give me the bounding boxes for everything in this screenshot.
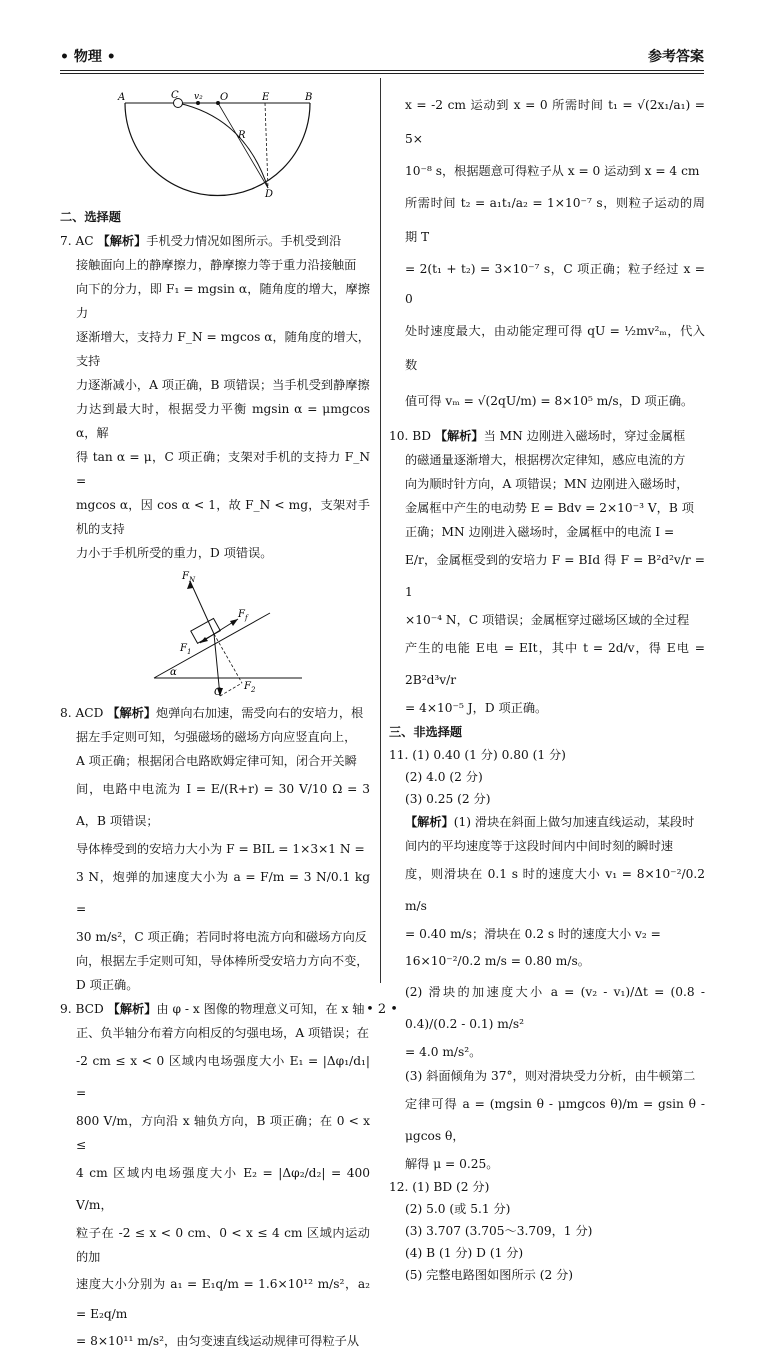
- header-rule: [60, 70, 704, 71]
- q11-analysis-line: (3) 斜面倾角为 37°，则对滑块受力分析，由牛顿第二: [405, 1069, 696, 1083]
- q7-line: mgcos α，因 cos α < 1，故 F_N < mg，支架对手机的支持: [76, 498, 370, 536]
- q8-line: 30 m/s²，C 项正确；若同时将电流方向和磁场方向反: [76, 930, 367, 944]
- q11-answer: (3) 0.25 (2 分): [405, 792, 491, 806]
- label-O: O: [220, 92, 229, 103]
- q12-answer: 12. (1) BD (2 分): [389, 1180, 490, 1194]
- q10-line: 产生的电能 E电 = EIt，其中 t = 2d/v，得 E电 = 2B²d³v/r: [405, 641, 705, 687]
- q11-answer: (2) 4.0 (2 分): [405, 770, 483, 784]
- q8-line: D 项正确。: [76, 978, 139, 992]
- q7-line: 接触面向上的静摩擦力，静摩擦力等于重力沿接触面: [76, 258, 357, 272]
- q9-cont-line: 10⁻⁸ s，根据题意可得粒子从 x = 0 运动到 x = 4 cm: [405, 164, 700, 178]
- q12-answer: (4) B (1 分) D (1 分): [405, 1246, 524, 1260]
- q7-line: 逐渐增大，支持力 F_N = mgcos α，随角度的增大，支持: [76, 330, 370, 368]
- q11-analysis-line: (2) 滑块的加速度大小 a = (v₂ - v₁)/Δt = (0.8 - 0.4)/(0.2 - 0.1) m/s²: [405, 985, 705, 1031]
- q9-cont-line: = 2(t₁ + t₂) = 3×10⁻⁷ s，C 项正确；粒子经过 x = 0: [405, 262, 705, 306]
- q11-analysis-line: 度，则滑块在 0.1 s 时的速度大小 v₁ = 8×10⁻²/0.2 m/s: [405, 867, 705, 913]
- q10-tag: 【解析】: [434, 429, 484, 443]
- q8-line: 据左手定则可知，匀强磁场的磁场方向应竖直向上，: [76, 730, 357, 744]
- left-column: [60, 205, 370, 1353]
- q9-line: = 8×10¹¹ m/s²，由匀变速直线运动规律可得粒子从: [76, 1334, 360, 1348]
- q12-answer: (5) 完整电路图如图所示 (2 分): [405, 1268, 574, 1282]
- q9-cont-line: 值可得 vₘ = √(2qU/m) = 8×10⁵ m/s，D 项正确。: [405, 394, 694, 408]
- q9-line: 正、负半轴分布着方向相反的匀强电场，A 项错误；在: [76, 1026, 369, 1040]
- q9-line: 800 V/m，方向沿 x 轴负方向，B 项正确；在 0 < x ≤: [76, 1114, 370, 1152]
- q9-tag: 【解析】: [107, 1002, 157, 1016]
- q11-analysis-line: 定律可得 a = (mgsin θ - μmgcos θ)/m = gsin θ - μgcos θ，: [405, 1097, 705, 1143]
- q7-line: 向下的分力，即 F₁ = mgsin α，随角度的增大，摩擦力: [76, 282, 370, 320]
- q8-number: 8. ACD: [60, 706, 104, 720]
- label-G: G: [214, 687, 222, 698]
- q11-tag: 【解析】: [405, 815, 454, 829]
- q9-line: 粒子在 -2 ≤ x < 0 cm、0 < x ≤ 4 cm 区域内运动的加: [76, 1226, 370, 1264]
- q7-line: 力逐渐减小，A 项正确，B 项错误；当手机受到静摩擦: [76, 378, 370, 392]
- q10-line: 金属框中产生的电动势 E = Bdv = 2×10⁻³ V，B 项: [405, 501, 694, 515]
- label-A: A: [118, 92, 126, 103]
- q8-line: 向，根据左手定则可知，导体棒所受安培力方向不变，: [76, 954, 369, 968]
- label-FN: $F_N$: [182, 571, 196, 584]
- q10-line-0: [389, 424, 705, 448]
- q12-answer: (2) 5.0 (或 5.1 分): [405, 1202, 511, 1216]
- q8-tag: 【解析】: [107, 706, 157, 720]
- q7-tag: 【解析】: [97, 234, 147, 248]
- q10-text: 当 MN 边刚进入磁场时，穿过金属框: [483, 429, 686, 443]
- q11-analysis-line: = 0.40 m/s；滑块在 0.2 s 时的速度大小 v₂ =: [405, 927, 661, 941]
- q9-cont-line: 处时速度最大，由动能定理可得 qU = ½mv²ₘ，代入数: [405, 324, 705, 372]
- header-rule-thin: [60, 73, 704, 74]
- q10-line: ×10⁻⁴ N，C 项错误；金属框穿过磁场区域的全过程: [405, 613, 690, 627]
- q10-line: 向为顺时针方向，A 项错误；MN 边刚进入磁场时，: [405, 477, 689, 491]
- q7-line-0: [60, 229, 370, 253]
- q10-line: 正确；MN 边刚进入磁场时，金属框中的电流 I =: [405, 525, 675, 539]
- q9-text: 由 φ - x 图像的物理意义可知，在 x 轴: [156, 1002, 365, 1016]
- semicircle-figure: [110, 88, 325, 200]
- q9-number: 9. BCD: [60, 1002, 104, 1016]
- q7-text: 手机受力情况如图所示。手机受到沿: [146, 234, 342, 248]
- q8-line: A 项正确；根据闭合电路欧姆定律可知，闭合开关瞬: [76, 754, 357, 768]
- label-v2: v₂: [194, 92, 203, 102]
- q10-line: E/r，金属框受到的安培力 F = BId 得 F = B²d²v/r = 1: [405, 553, 705, 599]
- label-F2: $F_2$: [244, 681, 256, 694]
- q10-line: 的磁通量逐渐增大，根据楞次定律知，感应电流的方: [405, 453, 686, 467]
- section-2-heading: 二、选择题: [60, 210, 121, 224]
- q7-number: 7. AC: [60, 234, 94, 248]
- q12-answer: (3) 3.707 (3.705～3.709，1 分): [405, 1224, 593, 1238]
- force-figure-space: [60, 565, 370, 701]
- q10-number: 10. BD: [389, 429, 431, 443]
- answer-key-label: 参考答案: [648, 49, 704, 65]
- q11-analysis-0: [389, 810, 705, 834]
- section-3-heading: 三、非选择题: [389, 725, 463, 739]
- label-E: E: [262, 92, 270, 103]
- label-C: C: [171, 90, 179, 101]
- q11-analysis-line: 16×10⁻²/0.2 m/s = 0.80 m/s。: [405, 954, 590, 968]
- q9-cont-line: x = -2 cm 运动到 x = 0 所需时间 t₁ = √(2x₁/a₁) = 5×: [405, 98, 705, 146]
- q11-answer: 11. (1) 0.40 (1 分) 0.80 (1 分): [389, 748, 566, 762]
- q9-line: 速度大小分别为 a₁ = E₁q/m = 1.6×10¹² m/s²，a₂ = E₂q/m: [76, 1277, 370, 1321]
- page-number: • 2 •: [366, 1002, 398, 1017]
- page-header: [60, 46, 704, 68]
- q11-analysis-line: 解得 μ = 0.25。: [405, 1157, 499, 1171]
- q11-text: (1) 滑块在斜面上做匀加速直线运动，某段时: [453, 815, 695, 829]
- label-Ff: $F_f$: [238, 609, 248, 622]
- q8-line-0: [60, 701, 370, 725]
- q7-line: 力达到最大时，根据受力平衡 mgsin α = μmgcos α，解: [76, 402, 370, 440]
- label-D: D: [265, 189, 274, 200]
- force-diagram: [150, 571, 310, 699]
- label-R: R: [238, 130, 246, 141]
- q8-line: 间，电路中电流为 I = E/(R+r) = 30 V/10 Ω = 3 A，B 项错误；: [76, 782, 370, 828]
- column-divider: [380, 78, 381, 983]
- right-column: [389, 88, 705, 1286]
- q7-line: 力小于手机所受的重力，D 项错误。: [76, 546, 273, 560]
- q10-line: = 4×10⁻⁵ J，D 项正确。: [405, 701, 548, 715]
- q11-analysis-line: 间内的平均速度等于这段时间内中间时刻的瞬时速: [405, 839, 674, 853]
- subject-label: • 物理 •: [60, 49, 116, 65]
- q7-line: 得 tan α = μ，C 项正确；支架对手机的支持力 F_N =: [76, 450, 370, 488]
- q9-line: -2 cm ≤ x < 0 区域内电场强度大小 E₁ = |Δφ₁/d₁| =: [76, 1054, 370, 1100]
- label-alpha: α: [170, 667, 177, 678]
- q8-text: 炮弹向右加速，需受向右的安培力，根: [156, 706, 364, 720]
- q8-line: 导体棒受到的安培力大小为 F = BIL = 1×3×1 N =: [76, 842, 365, 856]
- q9-line: 4 cm 区域内电场强度大小 E₂ = |Δφ₂/d₂| = 400 V/m，: [76, 1166, 370, 1212]
- q11-analysis-line: = 4.0 m/s²。: [405, 1045, 482, 1059]
- q9-cont-line: 所需时间 t₂ = a₁t₁/a₂ = 1×10⁻⁷ s，则粒子运动的周期 T: [405, 196, 705, 244]
- label-B: B: [305, 92, 313, 103]
- label-F1: $F_1$: [180, 643, 192, 656]
- q8-line: 3 N，炮弹的加速度大小为 a = F/m = 3 N/0.1 kg =: [76, 870, 370, 916]
